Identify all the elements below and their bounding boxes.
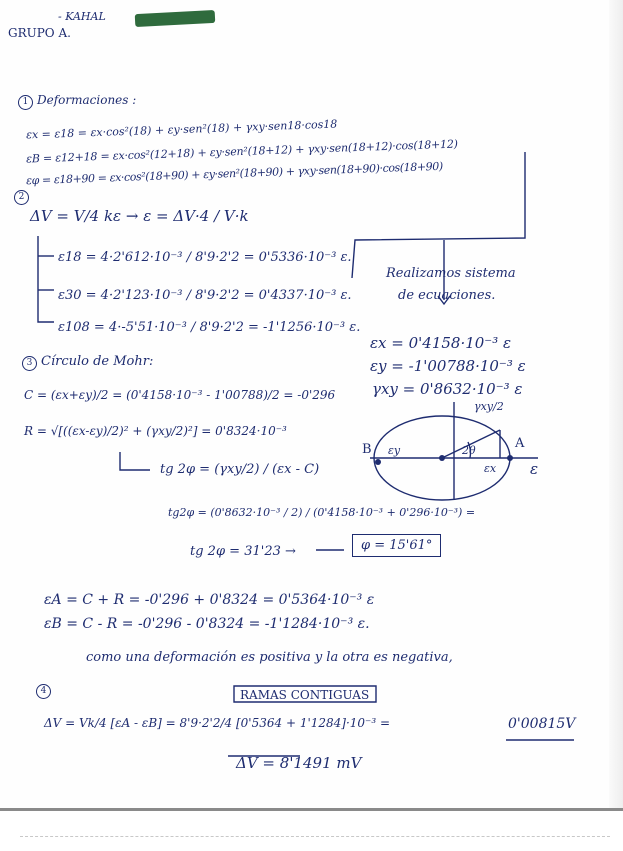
mohr-eps-x-label: εx — [484, 462, 497, 475]
section-3-title: 3 Círculo de Mohr: — [22, 354, 153, 371]
circle-number-3: 3 — [22, 356, 37, 371]
mohr-eps-y-label: εy — [388, 444, 401, 457]
circle-number-2: 2 — [14, 190, 29, 205]
circle-number-1: 1 — [18, 95, 33, 110]
mohr-axis-gamma: γxy/2 — [474, 400, 504, 413]
result-gamma-xy: γxy = 0'8632·10⁻³ ε — [372, 380, 523, 398]
tan-2phi-result: tg 2φ = 31'23 → — [190, 544, 296, 559]
delta-v-result: 0'00815V — [508, 716, 576, 732]
equation-eps-b: εB = ε12+18 = εx·cos²(12+18) + εy·sen²(18+12) + γxy·sen(18+12)·cos(18+12) — [25, 137, 458, 166]
delta-v-equation: ΔV = Vk/4 [εA - εB] = 8'9·2'2/4 [0'5364 + 1'1284]·10⁻³ = — [44, 716, 391, 730]
eps-a-result: εA = C + R = -0'296 + 0'8324 = 0'5364·10⁻³ ε — [44, 592, 375, 608]
eps-b-result: εB = C - R = -0'296 - 0'8324 = -1'1284·10⁻³ ε. — [44, 616, 370, 632]
tan-2phi-numeric: tg2φ = (0'8632·10⁻³ / 2) / (0'4158·10⁻³ + 0'296·10⁻³) = — [168, 506, 476, 519]
eps-108-value: ε108 = 4·-5'51·10⁻³ / 8'9·2'2 = -1'1256·10⁻³ ε. — [58, 320, 361, 335]
mohr-center-eq: C = (εx+εy)/2 = (0'4158·10⁻³ - 1'00788)/2 = -0'296 — [24, 388, 336, 402]
sign-note: como una deformación es positiva y la otra es negativa, — [86, 650, 453, 665]
delta-v-final: ΔV = 8'1491 mV — [236, 754, 362, 772]
page-bottom-edge — [0, 808, 623, 851]
result-eps-y: εy = -1'00788·10⁻³ ε — [370, 357, 526, 375]
cut-line — [20, 836, 610, 837]
note-system-line1: Realizamos sistema — [386, 266, 516, 281]
eps-18-value: ε18 = 4·2'612·10⁻³ / 8'9·2'2 = 0'5336·10⁻³ ε. — [58, 250, 352, 265]
circle-number-4: 4 — [36, 684, 51, 699]
ramas-contiguas-box: RAMAS CONTIGUAS — [240, 688, 370, 702]
result-eps-x: εx = 0'4158·10⁻³ ε — [370, 334, 512, 352]
mohr-angle-label: 2θ — [462, 444, 476, 457]
group-label: GRUPO A. — [8, 26, 71, 40]
note-system-line2: de ecuaciones. — [398, 288, 496, 303]
section-1-title: 1 Deformaciones : — [18, 93, 136, 110]
eps-30-value: ε30 = 4·2'123·10⁻³ / 8'9·2'2 = 0'4337·10⁻³ ε. — [58, 288, 352, 303]
equation-eps-x: εx = ε18 = εx·cos²(18) + εy·sen²(18) + γxy·sen18·cos18 — [25, 117, 338, 142]
tan-2phi-eq: tg 2φ = (γxy/2) / (εx - C) — [160, 462, 320, 477]
mohr-axis-eps: ε — [530, 460, 539, 478]
equation-eps-phi: εφ = ε18+90 = εx·cos²(18+90) + εy·sen²(18+90) + γxy·sen(18+90)·cos(18+90) — [25, 159, 444, 188]
mohr-point-b: B — [362, 442, 372, 457]
mohr-radius-eq: R = √[((εx-εy)/2)² + (γxy/2)²] = 0'8324·10⁻³ — [24, 424, 287, 438]
phi-result-box: φ = 15'61° — [352, 534, 441, 557]
mohr-point-a: A — [515, 436, 525, 451]
strain-gauge-formula: ΔV = V/4 kε → ε = ΔV·4 / V·k — [30, 207, 249, 225]
student-name: - KAHAL — [58, 10, 106, 23]
